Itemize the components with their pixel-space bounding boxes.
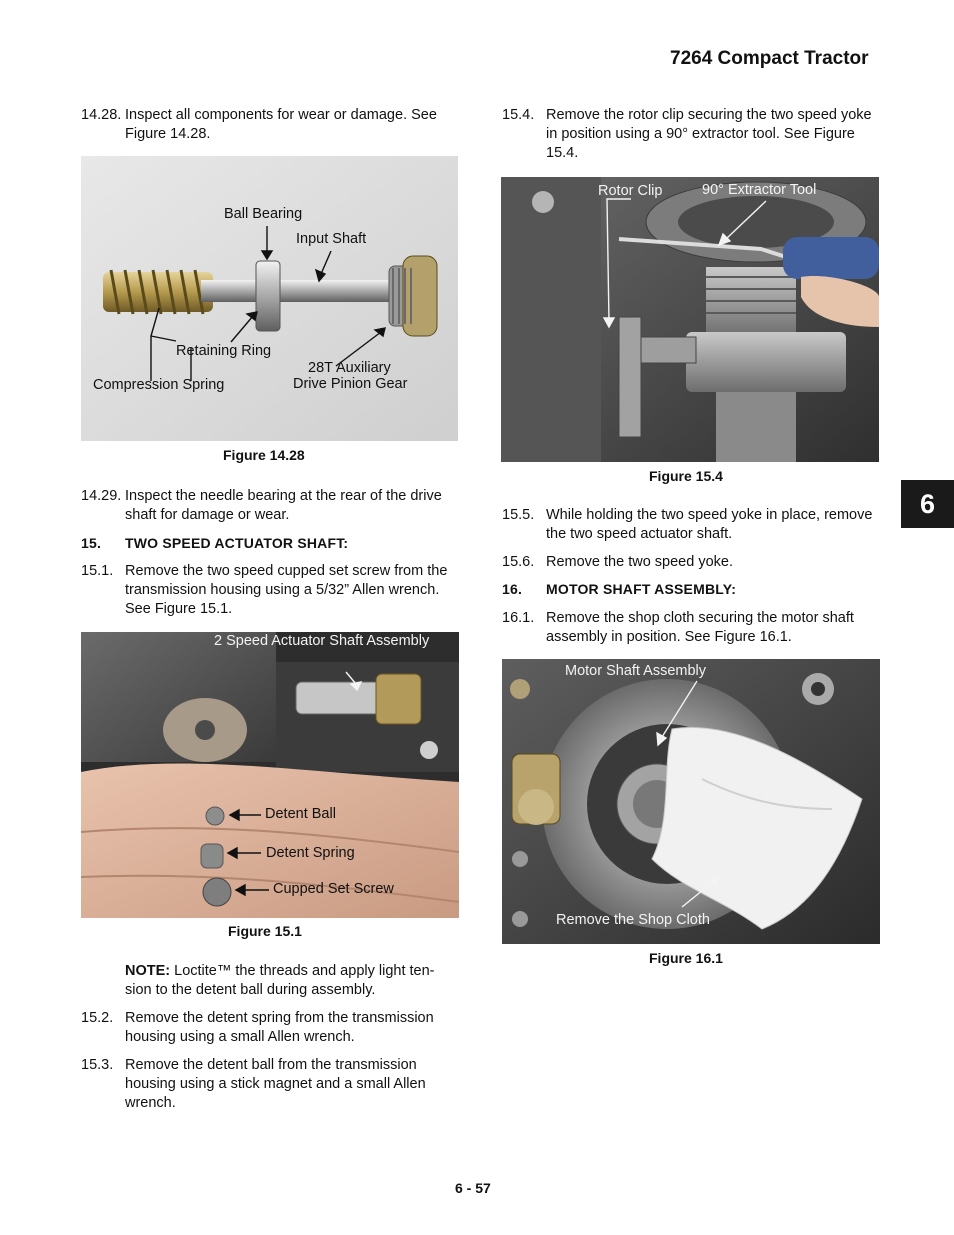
step-15-3 (81, 1056, 461, 1116)
section-title: TWO SPEED ACTUATOR SHAFT: (125, 535, 349, 551)
figure-15-1-photo (81, 632, 459, 918)
step-15-5 (502, 506, 882, 546)
note-text: Loctite™ the threads and apply light ten-sion to the detent ball during assembly. (125, 963, 435, 998)
step-text: Remove the shop cloth securing the motor shaft assembly in position. See Figure 16.1. (546, 610, 854, 645)
label-detent-ball: Detent Ball (265, 806, 336, 822)
step-14-28 (81, 106, 461, 146)
step-text: Remove the two speed yoke. (546, 554, 733, 570)
label-retaining-ring: Retaining Ring (176, 343, 272, 359)
label-actuator-assembly: 2 Speed Actuator Shaft Assembly (214, 633, 430, 649)
step-number: 15.3. (81, 1057, 114, 1073)
detent-parts-photo (81, 632, 459, 918)
step-text: Remove the detent ball from the transmission housing using a stick magnet and a small Allen wrench. (125, 1057, 426, 1111)
step-text: Remove the two speed cupped set screw from the transmission housing using a 5/32” Allen wrench. See Figure 15.1. (125, 563, 448, 617)
label-extractor-tool: 90° Extractor Tool (702, 182, 817, 198)
step-text: Remove the rotor clip securing the two speed yoke in position using a 90° extractor tool. See Figure 15.4. (546, 107, 872, 161)
motor-shaft-photo (502, 659, 880, 944)
label-aux-gear-line1: 28T Auxiliary (308, 360, 391, 376)
figure-16-1-photo (502, 659, 880, 944)
step-15-1 (81, 562, 461, 622)
section-heading-16 (502, 581, 882, 601)
label-shop-cloth: Remove the Shop Cloth (556, 912, 710, 928)
page-number: 6 - 57 (455, 1180, 491, 1196)
section-number: 16. (502, 581, 523, 597)
step-15-4 (502, 106, 882, 166)
label-cupped-set-screw: Cupped Set Screw (273, 881, 394, 897)
note-block (125, 962, 461, 1002)
step-16-1 (502, 609, 882, 649)
step-number: 15.1. (81, 563, 114, 579)
step-14-29 (81, 487, 461, 527)
page-title: 7264 Compact Tractor (670, 48, 869, 69)
rotor-clip-photo (501, 177, 879, 462)
step-15-2 (81, 1009, 461, 1049)
step-15-6 (502, 553, 882, 573)
step-number: 15.5. (502, 507, 535, 523)
step-text: Inspect the needle bearing at the rear of the drive shaft for damage or wear. (125, 488, 442, 523)
step-number: 14.28. (81, 107, 122, 123)
figure-15-4-photo (501, 177, 879, 462)
label-input-shaft: Input Shaft (296, 231, 367, 247)
figure-caption: Figure 15.4 (649, 468, 723, 484)
section-heading-15 (81, 535, 461, 555)
step-number: 15.6. (502, 554, 535, 570)
figure-14-28-photo (81, 156, 458, 441)
section-title: MOTOR SHAFT ASSEMBLY: (546, 581, 737, 597)
step-text: Remove the detent spring from the transmission housing using a small Allen wrench. (125, 1010, 434, 1045)
step-number: 15.2. (81, 1010, 114, 1026)
label-detent-spring: Detent Spring (266, 845, 355, 861)
section-number: 15. (81, 535, 102, 551)
note-label: NOTE: (125, 963, 171, 979)
figure-caption: Figure 15.1 (228, 923, 302, 939)
chapter-tab: 6 (901, 480, 954, 528)
step-number: 14.29. (81, 488, 122, 504)
label-rotor-clip: Rotor Clip (598, 183, 663, 199)
figure-caption: Figure 14.28 (223, 447, 305, 463)
label-aux-gear-line2: Drive Pinion Gear (293, 376, 408, 392)
step-number: 16.1. (502, 610, 535, 626)
label-ball-bearing: Ball Bearing (224, 206, 303, 222)
step-text: While holding the two speed yoke in place, remove the two speed actuator shaft. (546, 507, 873, 542)
step-number: 15.4. (502, 107, 535, 123)
figure-caption: Figure 16.1 (649, 950, 723, 966)
label-compression-spring: Compression Spring (93, 377, 225, 393)
step-text: Inspect all components for wear or damage. See Figure 14.28. (125, 107, 437, 142)
label-motor-shaft-assembly: Motor Shaft Assembly (565, 663, 707, 679)
input-shaft-photo (81, 156, 458, 441)
